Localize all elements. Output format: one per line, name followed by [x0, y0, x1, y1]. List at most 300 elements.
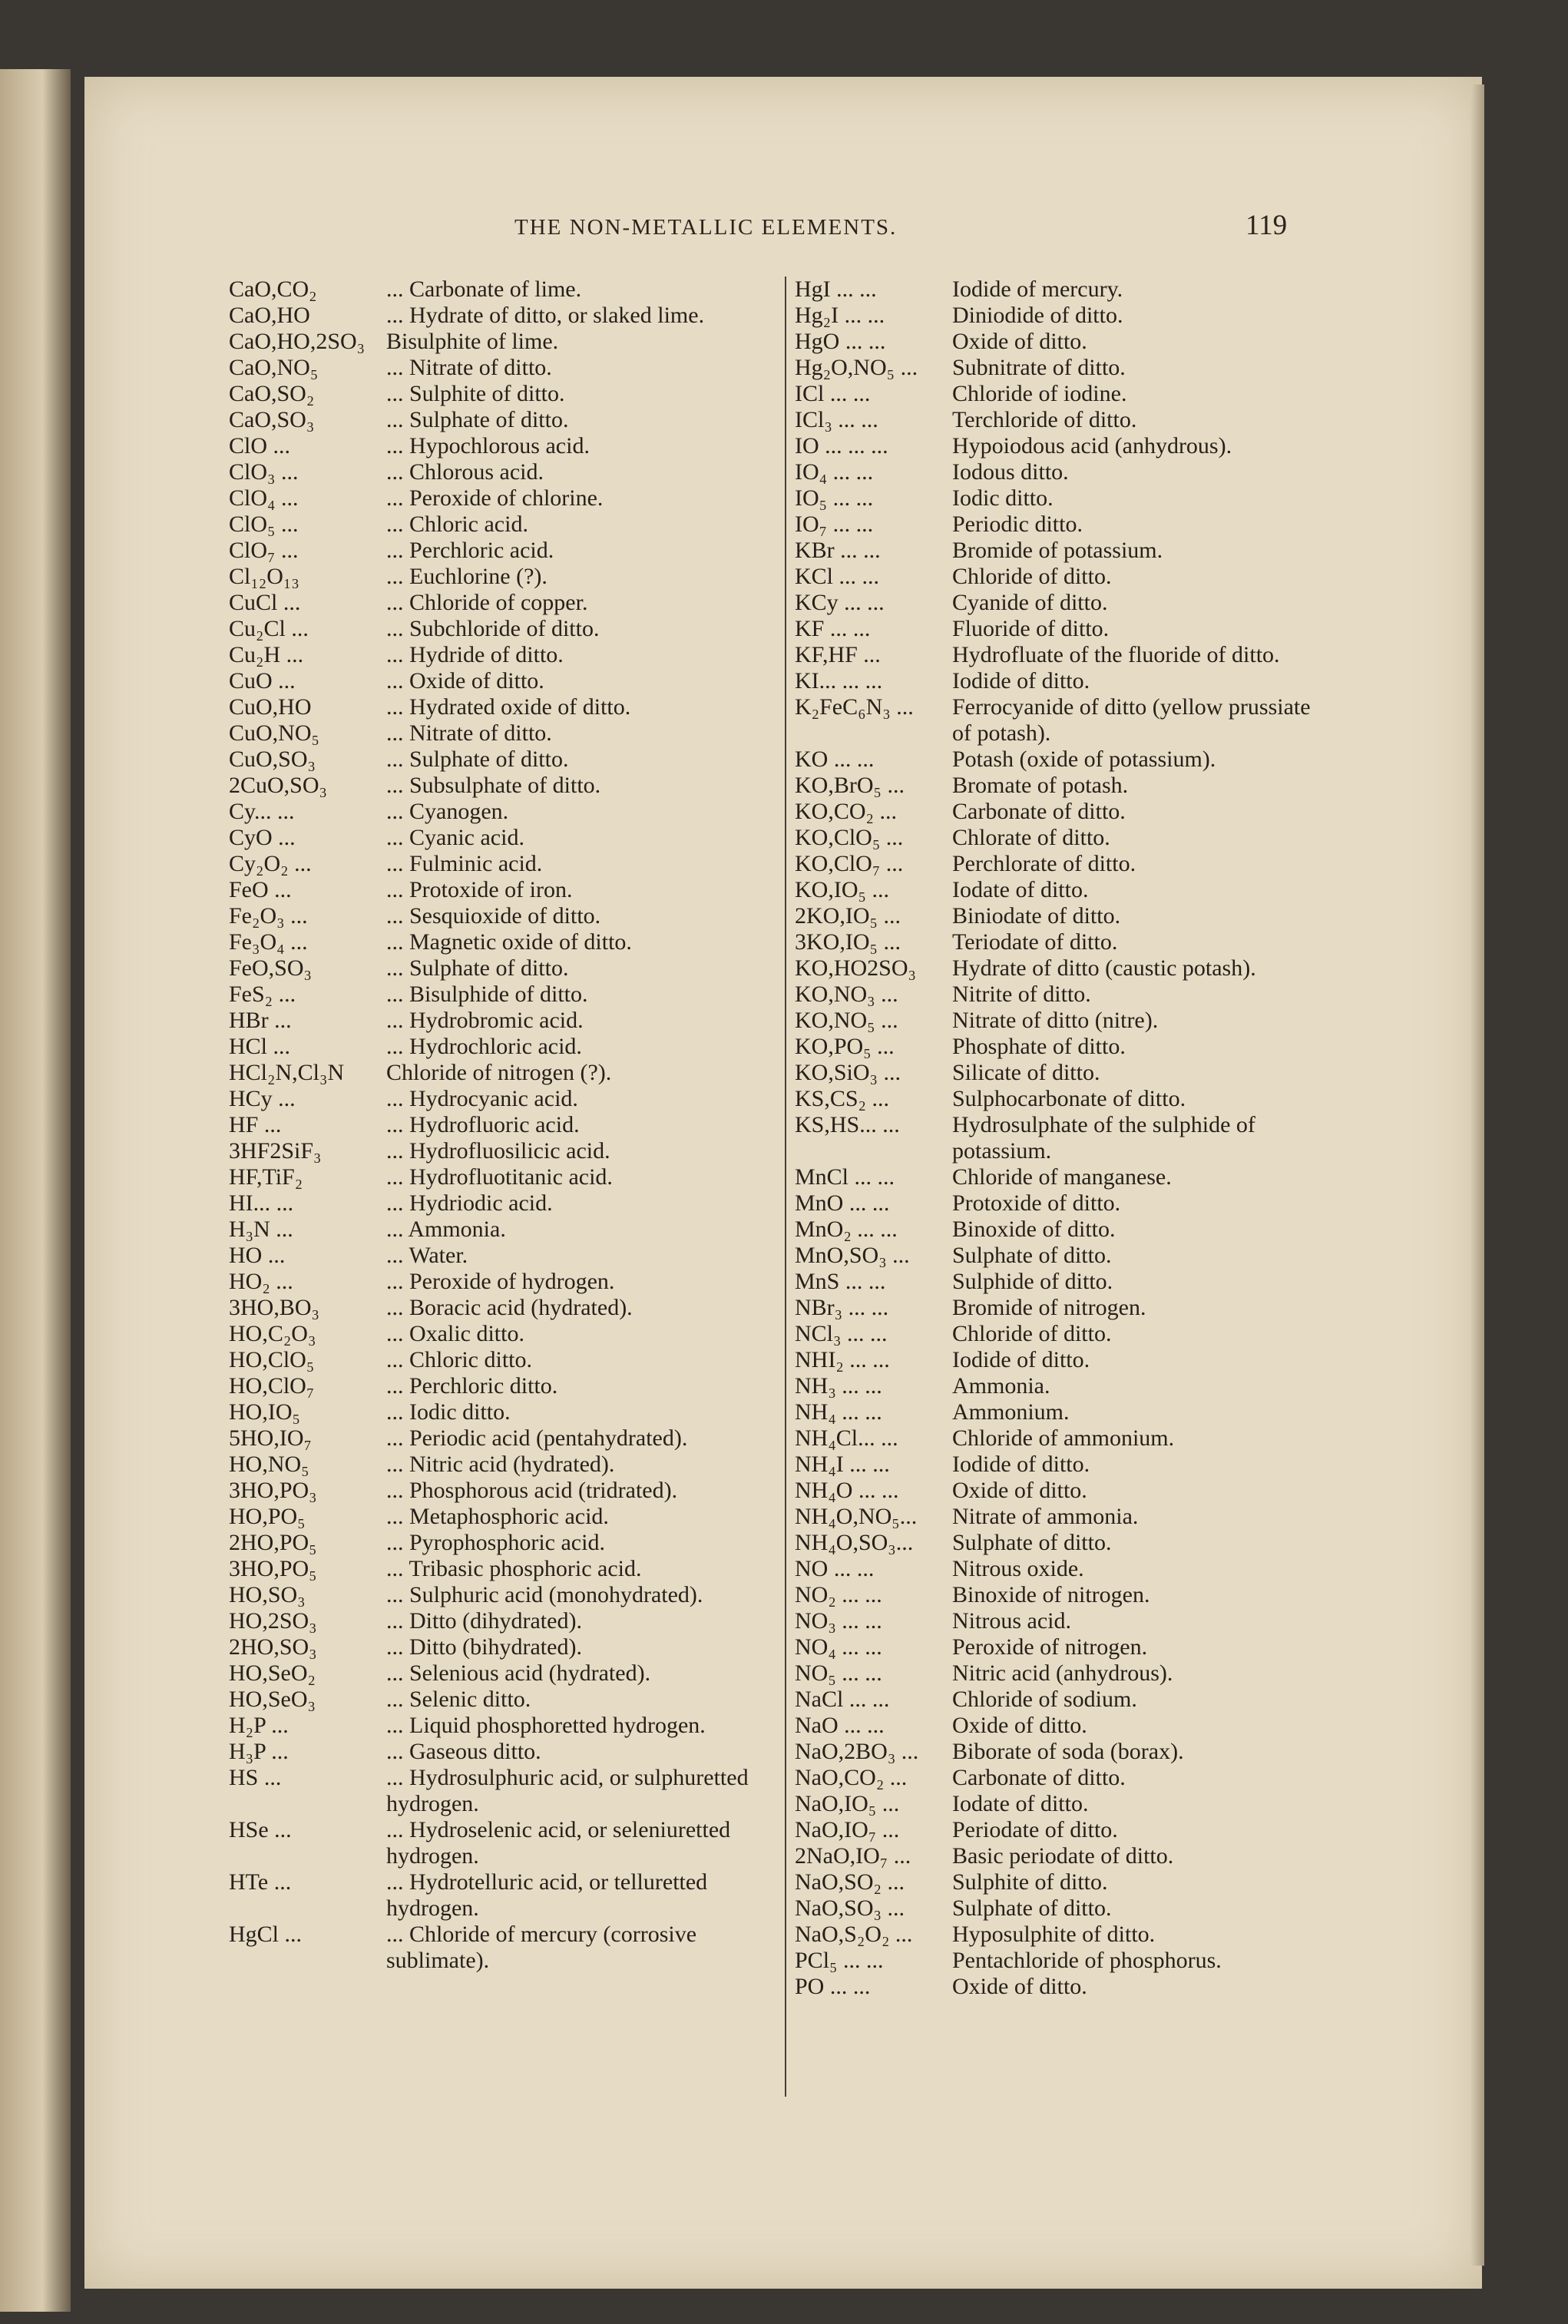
compound-description: ... Hydrochloric acid. [386, 1034, 582, 1059]
chemical-formula: HCl₂N,Cl₃N [229, 1060, 345, 1085]
chemical-formula: HCy ... [229, 1086, 296, 1111]
table-row [795, 1034, 1325, 1060]
chemical-formula: FeO,SO₃ [229, 955, 312, 981]
compound-description: Cyanide of ditto. [952, 590, 1108, 615]
chemical-formula: Cu₂H ... [229, 642, 304, 667]
table-row [795, 276, 1325, 303]
chemical-formula: HI... ... [229, 1190, 294, 1216]
table-row [795, 381, 1325, 407]
compound-description: Chloride of manganese. [952, 1164, 1172, 1190]
table-row [229, 903, 782, 929]
chemical-formula: Hg₂O,NO₅ ... [795, 355, 918, 380]
chemical-formula: NaCl ... ... [795, 1687, 890, 1712]
compound-description: ... Hydriodic acid. [386, 1190, 553, 1216]
compound-description: ... Perchloric ditto. [386, 1373, 558, 1399]
chemical-formula: 2CuO,SO₃ [229, 773, 327, 798]
chemical-formula: HgO ... ... [795, 329, 886, 354]
page-fore-edge [1470, 84, 1484, 2266]
table-row [795, 590, 1325, 616]
table-row [229, 694, 782, 720]
chemical-formula: NaO,SO₃ ... [795, 1895, 905, 1921]
compound-description: Sulphate of ditto. [952, 1243, 1112, 1268]
table-row [229, 1034, 782, 1060]
compound-description: ... Tribasic phosphoric acid. [386, 1556, 642, 1581]
compound-description: Hyposulphite of ditto. [952, 1922, 1156, 1947]
chemical-formula: KO,IO₅ ... [795, 877, 889, 902]
table-row [229, 1373, 782, 1399]
compound-description: Periodate of ditto. [952, 1817, 1118, 1842]
chemical-formula: KO,ClO₇ ... [795, 851, 904, 876]
compound-description: ... Hydrated oxide of ditto. [386, 694, 631, 720]
compound-description: Chloride of ditto. [952, 1321, 1112, 1346]
table-row [795, 1295, 1325, 1321]
compound-description: Teriodate of ditto. [952, 929, 1118, 955]
table-row [229, 1425, 782, 1452]
compound-description: Chloride of nitrogen (?). [386, 1060, 612, 1085]
table-row [795, 1843, 1325, 1869]
chemical-formula: ClO₇ ... [229, 538, 299, 563]
compound-description: ... Sulphate of ditto. [386, 407, 569, 432]
compound-description: ... Chlorous acid. [386, 459, 544, 485]
table-row [795, 747, 1325, 773]
table-row [229, 642, 782, 668]
chemical-formula: HO,IO₅ [229, 1399, 300, 1425]
chemical-formula: MnO,SO₃ ... [795, 1243, 910, 1268]
table-row [795, 1895, 1325, 1922]
compound-description: ... Sesquioxide of ditto. [386, 903, 601, 929]
compound-description: ... Fulminic acid. [386, 851, 543, 876]
chemical-formula: HO,2SO₃ [229, 1608, 317, 1634]
table-row [795, 1765, 1325, 1791]
table-row [795, 1086, 1325, 1112]
table-row [795, 1608, 1325, 1634]
compound-description: ... Nitric acid (hydrated). [386, 1452, 615, 1477]
compound-description: ... Hydrobromic acid. [386, 1008, 584, 1033]
compound-description: Nitrous acid. [952, 1608, 1071, 1634]
chemical-formula: KS,CS₂ ... [795, 1086, 890, 1111]
chemical-formula: 2KO,IO₅ ... [795, 903, 901, 929]
chemical-formula: NH₄ ... ... [795, 1399, 882, 1425]
chemical-formula: HBr ... [229, 1008, 292, 1033]
chemical-formula: NBr₃ ... ... [795, 1295, 889, 1320]
compound-description: Pentachloride of phosphorus. [952, 1948, 1222, 1973]
table-row [795, 1164, 1325, 1190]
table-row [229, 329, 782, 355]
compound-description: ... Phosphorous acid (tridrated). [386, 1478, 678, 1503]
left-column [229, 276, 782, 1974]
table-row [229, 929, 782, 955]
compound-description: Fluoride of ditto. [952, 616, 1110, 641]
chemical-formula: NaO,IO₇ ... [795, 1817, 900, 1842]
compound-description: ... Protoxide of iron. [386, 877, 573, 902]
table-row [795, 1347, 1325, 1373]
chemical-formula: CuO ... [229, 668, 296, 694]
table-row [229, 1164, 782, 1190]
chemical-formula: KI... ... ... [795, 668, 883, 694]
compound-description: Ammonia. [952, 1373, 1050, 1399]
compound-description: ... Ditto (dihydrated). [386, 1608, 582, 1634]
compound-description: Sulphite of ditto. [952, 1869, 1108, 1895]
table-row [229, 982, 782, 1008]
chemical-formula: HO₂ ... [229, 1269, 293, 1294]
chemical-formula: NaO,CO₂ ... [795, 1765, 908, 1790]
compound-description: Silicate of ditto. [952, 1060, 1100, 1085]
table-row [229, 747, 782, 773]
chemical-formula: KO,ClO₅ ... [795, 825, 904, 850]
chemical-formula: HCl ... [229, 1034, 291, 1059]
compound-description: Ferrocyanide of ditto (yellow prussiate of potash). [952, 694, 1311, 746]
chemical-formula: NCl₃ ... ... [795, 1321, 888, 1346]
compound-description: Hypoiodous acid (anhydrous). [952, 433, 1232, 459]
compound-description: ... Hydrofluosilicic acid. [386, 1138, 610, 1164]
compound-description: Chloride of sodium. [952, 1687, 1137, 1712]
compound-description: ... Chloric acid. [386, 511, 528, 537]
chemical-formula: FeO ... [229, 877, 292, 902]
chemical-formula: ClO ... [229, 433, 291, 459]
chemical-formula: PO ... ... [795, 1974, 871, 1999]
chemical-formula: NO ... ... [795, 1556, 875, 1581]
table-row [229, 1504, 782, 1530]
table-row [795, 1190, 1325, 1217]
chemical-formula: Cy₂O₂ ... [229, 851, 312, 876]
compound-description: ... Pyrophosphoric acid. [386, 1530, 605, 1555]
chemical-formula: IO₇ ... ... [795, 511, 874, 537]
table-row [795, 694, 1325, 747]
table-row [795, 1008, 1325, 1034]
table-row [795, 459, 1325, 485]
compound-description: ... Hydrosulphuric acid, or sulphuretted hydrogen. [386, 1765, 749, 1816]
chemical-formula: KO ... ... [795, 747, 875, 772]
chemical-formula: CaO,CO₂ [229, 276, 317, 302]
table-row [795, 799, 1325, 825]
chemical-formula: 3HO,PO₃ [229, 1478, 317, 1503]
table-row [795, 1869, 1325, 1895]
chemical-formula: IO ... ... ... [795, 433, 888, 459]
chemical-formula: NaO,SO₂ ... [795, 1869, 905, 1895]
compound-description: ... Subchloride of ditto. [386, 616, 600, 641]
table-row [229, 1269, 782, 1295]
table-row [795, 1817, 1325, 1843]
chemical-formula: NaO,IO₅ ... [795, 1791, 900, 1816]
table-row [795, 303, 1325, 329]
table-row [229, 459, 782, 485]
page-number: 119 [1245, 210, 1288, 241]
table-row [229, 1190, 782, 1217]
chemical-formula: HO,PO₅ [229, 1504, 306, 1529]
compound-description: Sulphate of ditto. [952, 1895, 1112, 1921]
table-row [229, 1399, 782, 1425]
compound-description: Chloride of ammonium. [952, 1425, 1175, 1451]
chemical-formula: Fe₃O₄ ... [229, 929, 308, 955]
compound-description: Nitric acid (anhydrous). [952, 1660, 1173, 1686]
compound-description: Biniodate of ditto. [952, 903, 1121, 929]
table-row [229, 773, 782, 799]
chemical-formula: H₂P ... [229, 1713, 289, 1738]
compound-description: Carbonate of ditto. [952, 1765, 1126, 1790]
compound-description: ... Hypochlorous acid. [386, 433, 590, 459]
compound-description: Nitrite of ditto. [952, 982, 1091, 1007]
table-row [795, 1791, 1325, 1817]
compound-description: ... Sulphate of ditto. [386, 955, 569, 981]
compound-description: Oxide of ditto. [952, 1974, 1087, 1999]
compound-description: Basic periodate of ditto. [952, 1843, 1174, 1869]
chemical-formula: ICl ... ... [795, 381, 871, 406]
compound-description: ... Gaseous ditto. [386, 1739, 541, 1764]
compound-description: ... Sulphuric acid (monohydrated). [386, 1582, 703, 1607]
chemical-formula: H₃P ... [229, 1739, 289, 1764]
chemical-formula: 2HO,SO₃ [229, 1634, 317, 1660]
compound-description: ... Hydrofluoric acid. [386, 1112, 580, 1137]
compound-description: ... Liquid phosphoretted hydrogen. [386, 1713, 706, 1738]
compound-description: Iodous ditto. [952, 459, 1069, 485]
compound-description: ... Sulphite of ditto. [386, 381, 565, 406]
compound-description: Oxide of ditto. [952, 1713, 1087, 1738]
compound-description: ... Hydride of ditto. [386, 642, 564, 667]
chemical-formula: Cl₁₂O₁₃ [229, 564, 299, 589]
chemical-formula: Hg₂I ... ... [795, 303, 885, 328]
table-row [795, 1948, 1325, 1974]
chemical-formula: CaO,HO,2SO₃ [229, 329, 366, 354]
table-row [229, 1582, 782, 1608]
compound-description: ... Hydrofluotitanic acid. [386, 1164, 613, 1190]
compound-description: ... Iodic ditto. [386, 1399, 511, 1425]
table-row [229, 1295, 782, 1321]
table-row [229, 1765, 782, 1817]
chemical-formula: 3HO,BO₃ [229, 1295, 319, 1320]
compound-description: Iodide of mercury. [952, 276, 1123, 302]
chemical-formula: 3HO,PO₅ [229, 1556, 317, 1581]
chemical-formula: CuO,HO [229, 694, 312, 720]
compound-description: ... Selenic ditto. [386, 1687, 531, 1712]
table-row [795, 1269, 1325, 1295]
table-row [795, 1922, 1325, 1948]
compound-description: Periodic ditto. [952, 511, 1083, 537]
chemical-formula: NaO ... ... [795, 1713, 885, 1738]
compound-description: Sulphide of ditto. [952, 1269, 1113, 1294]
compound-description: ... Perchloric acid. [386, 538, 554, 563]
table-row [795, 1713, 1325, 1739]
compound-description: Iodide of ditto. [952, 1347, 1090, 1372]
table-row [229, 276, 782, 303]
table-row [229, 381, 782, 407]
table-row [229, 1060, 782, 1086]
chemical-formula: Cy... ... [229, 799, 295, 824]
chemical-formula: CuO,NO₅ [229, 720, 319, 746]
chemical-formula: ClO₃ ... [229, 459, 299, 485]
chemical-formula: 2HO,PO₅ [229, 1530, 317, 1555]
table-row [795, 773, 1325, 799]
compound-description: ... Carbonate of lime. [386, 276, 582, 302]
chemical-formula: PCl₅ ... ... [795, 1948, 884, 1973]
table-row [229, 355, 782, 381]
compound-description: ... Euchlorine (?). [386, 564, 547, 589]
compound-description: ... Hydrate of ditto, or slaked lime. [386, 303, 705, 328]
compound-description: Bisulphite of lime. [386, 329, 559, 354]
chemical-formula: FeS₂ ... [229, 982, 296, 1007]
table-row [229, 538, 782, 564]
compound-description: ... Cyanogen. [386, 799, 509, 824]
compound-description: ... Sulphate of ditto. [386, 747, 569, 772]
table-row [795, 1425, 1325, 1452]
chemical-formula: HO,ClO₅ [229, 1347, 315, 1372]
chemical-formula: KCl ... ... [795, 564, 880, 589]
table-row [795, 616, 1325, 642]
table-row [795, 1060, 1325, 1086]
table-row [795, 851, 1325, 877]
compound-description: ... Nitrate of ditto. [386, 355, 552, 380]
chemical-formula: KO,HO2SO₃ [795, 955, 916, 981]
table-row [229, 1608, 782, 1634]
table-row [229, 1347, 782, 1373]
table-row [229, 1869, 782, 1922]
table-row [229, 564, 782, 590]
compound-description: ... Selenious acid (hydrated). [386, 1660, 651, 1686]
table-row [795, 1452, 1325, 1478]
compound-description: ... Hydrotelluric acid, or telluretted hydrogen. [386, 1869, 708, 1921]
table-row [795, 1373, 1325, 1399]
table-row [229, 407, 782, 433]
chemical-formula: HF ... [229, 1112, 282, 1137]
compound-description: Chloride of ditto. [952, 564, 1112, 589]
chemical-formula: HgI ... ... [795, 276, 877, 302]
table-row [795, 1634, 1325, 1660]
chemical-formula: CaO,SO₂ [229, 381, 315, 406]
chemical-formula: CuO,SO₃ [229, 747, 316, 772]
chemical-formula: KS,HS... ... [795, 1112, 900, 1137]
compound-description: ... Ditto (bihydrated). [386, 1634, 582, 1660]
table-row [795, 825, 1325, 851]
compound-description: Oxide of ditto. [952, 329, 1087, 354]
table-row [229, 1086, 782, 1112]
compound-description: Iodide of ditto. [952, 668, 1090, 694]
table-row [229, 1138, 782, 1164]
chemical-formula: Cu₂Cl ... [229, 616, 309, 641]
chemical-formula: ICl₃ ... ... [795, 407, 878, 432]
chemical-formula: NH₄O,NO₅... [795, 1504, 918, 1529]
table-row [795, 355, 1325, 381]
chemical-formula: KF ... ... [795, 616, 871, 641]
chemical-formula: 3HF2SiF₃ [229, 1138, 322, 1164]
compound-description: Iodide of ditto. [952, 1452, 1090, 1477]
compound-description: Binoxide of nitrogen. [952, 1582, 1150, 1607]
table-row [229, 485, 782, 511]
compound-description: ... Oxide of ditto. [386, 668, 544, 694]
chemical-formula: KO,NO₃ ... [795, 982, 898, 1007]
chemical-formula: ClO₄ ... [229, 485, 299, 511]
right-column [795, 276, 1325, 2000]
table-row [229, 1321, 782, 1347]
chemical-formula: HgCl ... [229, 1922, 303, 1947]
compound-description: ... Hydroselenic acid, or seleniuretted hydrogen. [386, 1817, 731, 1869]
chemical-formula: HO,SO₃ [229, 1582, 306, 1607]
table-row [795, 642, 1325, 668]
compound-description: ... Peroxide of chlorine. [386, 485, 604, 511]
table-row [795, 903, 1325, 929]
table-row [229, 511, 782, 538]
chemical-formula: HF,TiF₂ [229, 1164, 303, 1190]
table-row [795, 982, 1325, 1008]
compound-description: Iodic ditto. [952, 485, 1054, 511]
table-row [795, 485, 1325, 511]
chemical-formula: KO,CO₂ ... [795, 799, 897, 824]
chemical-formula: K₂FeC₆N₃ ... [795, 694, 914, 720]
table-row [229, 1243, 782, 1269]
table-row [795, 511, 1325, 538]
compound-description: ... Peroxide of hydrogen. [386, 1269, 615, 1294]
compound-description: Iodate of ditto. [952, 877, 1089, 902]
compound-description: Nitrate of ammonia. [952, 1504, 1139, 1529]
table-row [229, 1008, 782, 1034]
compound-description: ... Oxalic ditto. [386, 1321, 524, 1346]
chemical-formula: NaO,2BO₃ ... [795, 1739, 919, 1764]
compound-description: Iodate of ditto. [952, 1791, 1089, 1816]
compound-description: ... Chloride of mercury (corrosive sublimate). [386, 1922, 697, 1973]
compound-description: Terchloride of ditto. [952, 407, 1137, 432]
compound-description: Sulphocarbonate of ditto. [952, 1086, 1186, 1111]
compound-description: Potash (oxide of potassium). [952, 747, 1216, 772]
table-row [229, 668, 782, 694]
chemical-formula: MnS ... ... [795, 1269, 886, 1294]
table-row [795, 877, 1325, 903]
chemical-formula: H₃N ... [229, 1217, 293, 1242]
chemical-formula: KO,SiO₃ ... [795, 1060, 901, 1085]
compound-description: Ammonium. [952, 1399, 1070, 1425]
chemical-formula: MnCl ... ... [795, 1164, 895, 1190]
compound-description: Hydrate of ditto (caustic potash). [952, 955, 1256, 981]
table-row [795, 329, 1325, 355]
chemical-formula: Fe₂O₃ ... [229, 903, 308, 929]
compound-description: ... Water. [386, 1243, 468, 1268]
chemical-formula: NO₅ ... ... [795, 1660, 882, 1686]
table-row [229, 1660, 782, 1687]
table-row [229, 1217, 782, 1243]
chemical-formula: ClO₅ ... [229, 511, 299, 537]
compound-description: ... Nitrate of ditto. [386, 720, 552, 746]
table-row [229, 1739, 782, 1765]
chemical-formula: 2NaO,IO₇ ... [795, 1843, 911, 1869]
chemical-formula: HS ... [229, 1765, 282, 1790]
table-row [229, 616, 782, 642]
chemical-formula: HTe ... [229, 1869, 292, 1895]
chemical-formula: HO ... [229, 1243, 286, 1268]
table-row [229, 799, 782, 825]
compound-description: Chloride of iodine. [952, 381, 1127, 406]
chemical-formula: KF,HF ... [795, 642, 881, 667]
chemical-formula: NaO,S₂O₂ ... [795, 1922, 913, 1947]
chemical-formula: HO,ClO₇ [229, 1373, 315, 1399]
table-row [795, 564, 1325, 590]
chemical-formula: CyO ... [229, 825, 296, 850]
compound-description: ... Hydrocyanic acid. [386, 1086, 578, 1111]
compound-description: ... Bisulphide of ditto. [386, 982, 588, 1007]
chemical-formula: NO₃ ... ... [795, 1608, 882, 1634]
compound-description: Diniodide of ditto. [952, 303, 1123, 328]
compound-description: Chlorate of ditto. [952, 825, 1110, 850]
table-row [795, 1504, 1325, 1530]
compound-description: Bromate of potash. [952, 773, 1129, 798]
table-row [229, 590, 782, 616]
table-row [795, 1556, 1325, 1582]
chemical-formula: KO,NO₅ ... [795, 1008, 898, 1033]
chemical-formula: KBr ... ... [795, 538, 881, 563]
table-row [795, 1112, 1325, 1164]
chemical-formula: HO,SeO₃ [229, 1687, 316, 1712]
chemical-formula: NH₄Cl... ... [795, 1425, 898, 1451]
chemical-formula: HO,NO₅ [229, 1452, 309, 1477]
chemical-formula: CaO,SO₃ [229, 407, 315, 432]
chemical-formula: MnO ... ... [795, 1190, 890, 1216]
chemical-formula: NH₄I ... ... [795, 1452, 890, 1477]
